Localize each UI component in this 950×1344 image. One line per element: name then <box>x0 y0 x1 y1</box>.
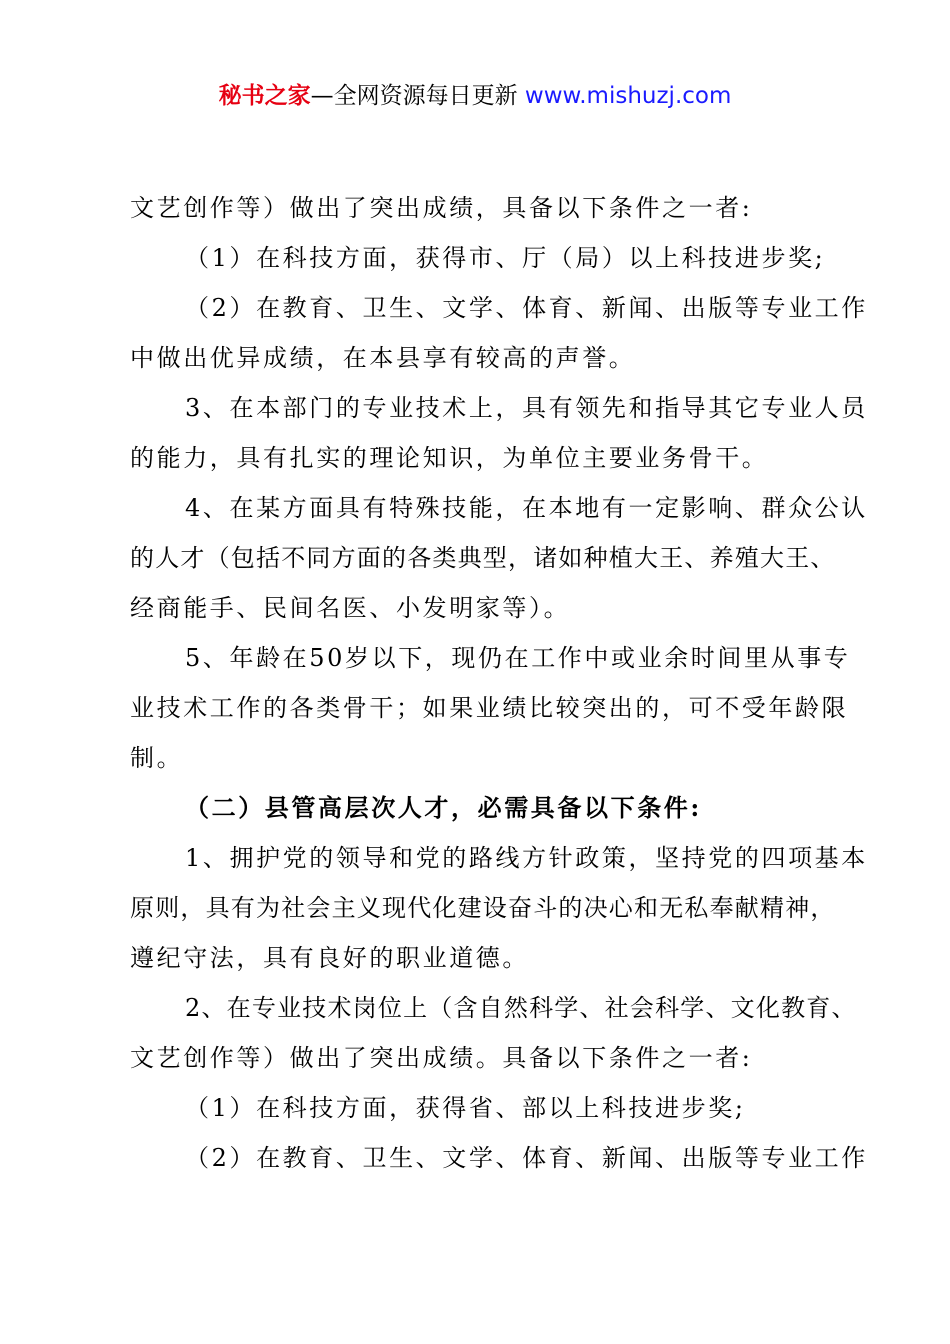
document-body <box>130 183 868 1183</box>
text-line: （二）县管高层次人才，必需具备以下条件: <box>185 793 702 822</box>
header-tagline: —全网资源每日更新 <box>310 83 518 109</box>
text-line: 中做出优异成绩，在本县享有较高的声誉。 <box>130 344 636 372</box>
text-line: 2、在专业技术岗位上（含自然科学、社会科学、文化教育、 <box>185 994 857 1022</box>
text-line: 业技术工作的各类骨干；如果业绩比较突出的，可不受年龄限 <box>130 694 849 722</box>
text-line: 遵纪守法，具有良好的职业道德。 <box>130 944 529 972</box>
text-line: （2）在教育、卫生、文学、体育、新闻、出版等专业工作 <box>185 294 868 322</box>
text-line: 的人才（包括不同方面的各类典型，诸如种植大王、养殖大王、 <box>130 544 836 572</box>
text-line: 的能力，具有扎实的理论知识，为单位主要业务骨干。 <box>130 444 769 472</box>
brand-name: 秘书之家 <box>218 83 311 109</box>
text-line: （2）在教育、卫生、文学、体育、新闻、出版等专业工作 <box>185 1144 868 1172</box>
text-line: 文艺创作等）做出了突出成绩，具备以下条件之一者: <box>130 194 753 222</box>
text-line: 制。 <box>130 744 184 772</box>
text-line: （1）在科技方面，获得省、部以上科技进步奖; <box>185 1094 746 1122</box>
text-line: 文艺创作等）做出了突出成绩。具备以下条件之一者: <box>130 1044 753 1072</box>
page-header <box>0 80 950 112</box>
text-line: 原则，具有为社会主义现代化建设奋斗的决心和无私奉献精神， <box>130 894 836 922</box>
text-line: 1、拥护党的领导和党的路线方针政策，坚持党的四项基本 <box>185 844 868 872</box>
header-url-link[interactable]: www.mishuzj.com <box>524 83 732 109</box>
text-line: 经商能手、民间名医、小发明家等）。 <box>130 594 571 622</box>
text-line: （1）在科技方面，获得市、厅（局）以上科技进步奖; <box>185 244 826 272</box>
text-line: 4、在某方面具有特殊技能，在本地有一定影响、群众公认 <box>185 494 868 522</box>
text-line: 3、在本部门的专业技术上，具有领先和指导其它专业人员 <box>185 394 868 422</box>
text-line: 5、年龄在50岁以下，现仍在工作中或业余时间里从事专 <box>185 644 851 672</box>
